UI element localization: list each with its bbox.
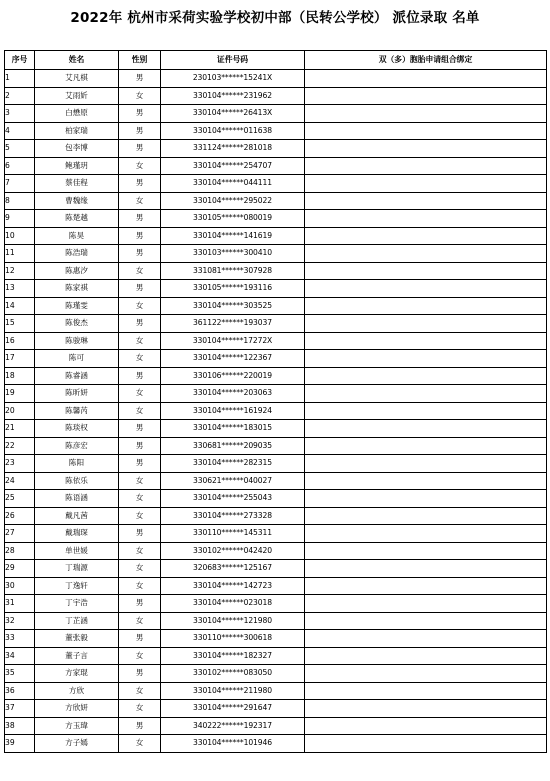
cell-serial-number: 33 (5, 630, 35, 648)
table-row (5, 140, 547, 158)
cell-serial-number: 7 (5, 175, 35, 193)
page-title: 2022年 杭州市采荷实验学校初中部（民转公学校） 派位录取 名单 (70, 10, 480, 26)
cell-serial-number: 2 (5, 87, 35, 105)
cell-twin-binding (305, 595, 547, 613)
cell-twin-binding (305, 717, 547, 735)
cell-student-name: 陈家祺 (35, 280, 119, 298)
cell-id-number: 330681******209035 (161, 437, 305, 455)
table-row (5, 735, 547, 753)
cell-id-number: 330104******142723 (161, 577, 305, 595)
table-row (5, 472, 547, 490)
header-name: 姓名 (35, 51, 119, 70)
cell-twin-binding (305, 560, 547, 578)
cell-student-name: 鲍瑾玥 (35, 157, 119, 175)
cell-student-name: 陈阳 (35, 455, 119, 473)
cell-student-name: 陈楚越 (35, 210, 119, 228)
table-row (5, 647, 547, 665)
cell-twin-binding (305, 455, 547, 473)
cell-twin-binding (305, 630, 547, 648)
cell-id-number: 330104******282315 (161, 455, 305, 473)
cell-twin-binding (305, 612, 547, 630)
table-row (5, 630, 547, 648)
cell-twin-binding (305, 472, 547, 490)
header-serial-number: 序号 (5, 51, 35, 70)
cell-serial-number: 20 (5, 402, 35, 420)
table-row (5, 367, 547, 385)
cell-student-name: 方玉瑋 (35, 717, 119, 735)
cell-student-name: 丁宇浩 (35, 595, 119, 613)
cell-gender: 男 (119, 140, 161, 158)
table-row (5, 245, 547, 263)
table-row (5, 122, 547, 140)
cell-serial-number: 32 (5, 612, 35, 630)
table-row (5, 507, 547, 525)
cell-serial-number: 24 (5, 472, 35, 490)
cell-student-name: 方家琨 (35, 665, 119, 683)
cell-gender: 女 (119, 490, 161, 508)
cell-student-name: 方欣妍 (35, 700, 119, 718)
cell-serial-number: 14 (5, 297, 35, 315)
cell-id-number: 340222******192317 (161, 717, 305, 735)
cell-student-name: 包李博 (35, 140, 119, 158)
cell-gender: 女 (119, 682, 161, 700)
cell-serial-number: 30 (5, 577, 35, 595)
cell-twin-binding (305, 245, 547, 263)
cell-id-number: 330105******193116 (161, 280, 305, 298)
cell-student-name: 白懋原 (35, 105, 119, 123)
table-row (5, 455, 547, 473)
table-row (5, 700, 547, 718)
cell-id-number: 330104******295022 (161, 192, 305, 210)
cell-gender: 男 (119, 70, 161, 88)
table-header-row (5, 51, 547, 70)
table-row (5, 350, 547, 368)
cell-id-number: 330104******231962 (161, 87, 305, 105)
cell-id-number: 330104******101946 (161, 735, 305, 753)
cell-id-number: 330104******17272X (161, 332, 305, 350)
cell-gender: 女 (119, 735, 161, 753)
table-row (5, 717, 547, 735)
cell-id-number: 330103******300410 (161, 245, 305, 263)
cell-serial-number: 39 (5, 735, 35, 753)
cell-student-name: 陈昕妍 (35, 385, 119, 403)
cell-twin-binding (305, 297, 547, 315)
table-row (5, 560, 547, 578)
cell-id-number: 330104******122367 (161, 350, 305, 368)
cell-gender: 男 (119, 630, 161, 648)
cell-student-name: 陈依乐 (35, 472, 119, 490)
cell-id-number: 230103******15241X (161, 70, 305, 88)
table-row (5, 157, 547, 175)
cell-gender: 女 (119, 647, 161, 665)
cell-twin-binding (305, 332, 547, 350)
table-row (5, 280, 547, 298)
cell-student-name: 曹魏缘 (35, 192, 119, 210)
cell-serial-number: 21 (5, 420, 35, 438)
cell-twin-binding (305, 665, 547, 683)
cell-id-number: 330104******254707 (161, 157, 305, 175)
cell-id-number: 330621******040027 (161, 472, 305, 490)
cell-twin-binding (305, 542, 547, 560)
table-row (5, 682, 547, 700)
cell-twin-binding (305, 735, 547, 753)
cell-serial-number: 12 (5, 262, 35, 280)
cell-gender: 男 (119, 455, 161, 473)
cell-gender: 女 (119, 157, 161, 175)
cell-gender: 男 (119, 717, 161, 735)
cell-gender: 女 (119, 560, 161, 578)
header-id-number: 证件号码 (161, 51, 305, 70)
table-row (5, 105, 547, 123)
cell-student-name: 陈瑾雯 (35, 297, 119, 315)
cell-student-name: 董张毅 (35, 630, 119, 648)
cell-twin-binding (305, 682, 547, 700)
cell-id-number: 330104******255043 (161, 490, 305, 508)
cell-id-number: 330104******023018 (161, 595, 305, 613)
table-row (5, 87, 547, 105)
cell-id-number: 330104******044111 (161, 175, 305, 193)
cell-student-name: 蔡佳程 (35, 175, 119, 193)
cell-student-name: 柏家瑞 (35, 122, 119, 140)
cell-twin-binding (305, 70, 547, 88)
cell-student-name: 丁芷涵 (35, 612, 119, 630)
table-row (5, 175, 547, 193)
cell-id-number: 331124******281018 (161, 140, 305, 158)
table-row (5, 262, 547, 280)
cell-gender: 女 (119, 542, 161, 560)
cell-serial-number: 1 (5, 70, 35, 88)
cell-gender: 女 (119, 87, 161, 105)
cell-id-number: 330104******291647 (161, 700, 305, 718)
cell-gender: 女 (119, 472, 161, 490)
cell-gender: 男 (119, 665, 161, 683)
header-gender: 性别 (119, 51, 161, 70)
cell-twin-binding (305, 437, 547, 455)
cell-id-number: 320683******125167 (161, 560, 305, 578)
cell-id-number: 330104******161924 (161, 402, 305, 420)
cell-gender: 男 (119, 437, 161, 455)
table-row (5, 385, 547, 403)
cell-twin-binding (305, 402, 547, 420)
cell-serial-number: 11 (5, 245, 35, 263)
cell-twin-binding (305, 280, 547, 298)
cell-twin-binding (305, 490, 547, 508)
table-row (5, 542, 547, 560)
cell-twin-binding (305, 525, 547, 543)
cell-student-name: 方子嫣 (35, 735, 119, 753)
cell-serial-number: 38 (5, 717, 35, 735)
cell-student-name: 艾凡棋 (35, 70, 119, 88)
cell-gender: 女 (119, 262, 161, 280)
cell-serial-number: 27 (5, 525, 35, 543)
table-row (5, 577, 547, 595)
cell-serial-number: 4 (5, 122, 35, 140)
cell-serial-number: 15 (5, 315, 35, 333)
cell-twin-binding (305, 122, 547, 140)
cell-gender: 男 (119, 315, 161, 333)
cell-gender: 男 (119, 210, 161, 228)
cell-twin-binding (305, 350, 547, 368)
cell-twin-binding (305, 210, 547, 228)
cell-gender: 女 (119, 612, 161, 630)
table-row (5, 595, 547, 613)
cell-gender: 男 (119, 245, 161, 263)
cell-gender: 女 (119, 350, 161, 368)
cell-id-number: 330104******121980 (161, 612, 305, 630)
cell-id-number: 330102******083050 (161, 665, 305, 683)
cell-twin-binding (305, 367, 547, 385)
cell-gender: 女 (119, 577, 161, 595)
cell-student-name: 陈昊 (35, 227, 119, 245)
cell-student-name: 艾雨妡 (35, 87, 119, 105)
cell-student-name: 陈俊杰 (35, 315, 119, 333)
cell-gender: 男 (119, 280, 161, 298)
cell-serial-number: 35 (5, 665, 35, 683)
table-row (5, 297, 547, 315)
cell-serial-number: 19 (5, 385, 35, 403)
cell-twin-binding (305, 507, 547, 525)
cell-id-number: 330104******141619 (161, 227, 305, 245)
cell-gender: 女 (119, 192, 161, 210)
table-body (5, 70, 547, 753)
cell-id-number: 330104******203063 (161, 385, 305, 403)
cell-id-number: 330105******080019 (161, 210, 305, 228)
table-row (5, 315, 547, 333)
cell-id-number: 330104******211980 (161, 682, 305, 700)
cell-student-name: 戴凡茜 (35, 507, 119, 525)
cell-serial-number: 22 (5, 437, 35, 455)
cell-gender: 女 (119, 332, 161, 350)
cell-gender: 女 (119, 297, 161, 315)
cell-serial-number: 25 (5, 490, 35, 508)
cell-student-name: 戴瑞琛 (35, 525, 119, 543)
cell-gender: 女 (119, 507, 161, 525)
cell-twin-binding (305, 157, 547, 175)
table-row (5, 490, 547, 508)
cell-serial-number: 28 (5, 542, 35, 560)
cell-student-name: 单世媛 (35, 542, 119, 560)
cell-serial-number: 9 (5, 210, 35, 228)
cell-twin-binding (305, 175, 547, 193)
cell-student-name: 陈浩瑞 (35, 245, 119, 263)
cell-gender: 男 (119, 420, 161, 438)
cell-serial-number: 34 (5, 647, 35, 665)
cell-id-number: 331081******307928 (161, 262, 305, 280)
cell-gender: 男 (119, 227, 161, 245)
cell-twin-binding (305, 385, 547, 403)
cell-gender: 女 (119, 700, 161, 718)
cell-student-name: 陈馨芮 (35, 402, 119, 420)
cell-student-name: 丁逸轩 (35, 577, 119, 595)
table-row (5, 192, 547, 210)
cell-serial-number: 8 (5, 192, 35, 210)
table-row (5, 70, 547, 88)
table-row (5, 437, 547, 455)
cell-serial-number: 17 (5, 350, 35, 368)
cell-twin-binding (305, 647, 547, 665)
cell-serial-number: 5 (5, 140, 35, 158)
cell-serial-number: 37 (5, 700, 35, 718)
cell-id-number: 330102******042420 (161, 542, 305, 560)
cell-id-number: 330106******220019 (161, 367, 305, 385)
cell-gender: 女 (119, 385, 161, 403)
table-row (5, 612, 547, 630)
cell-student-name: 陈语涵 (35, 490, 119, 508)
admission-roster-table (4, 50, 547, 753)
cell-gender: 男 (119, 525, 161, 543)
table-row (5, 402, 547, 420)
cell-student-name: 董子言 (35, 647, 119, 665)
cell-serial-number: 6 (5, 157, 35, 175)
cell-id-number: 330104******011638 (161, 122, 305, 140)
cell-student-name: 陈琰权 (35, 420, 119, 438)
cell-id-number: 330104******273328 (161, 507, 305, 525)
table-row (5, 332, 547, 350)
cell-twin-binding (305, 420, 547, 438)
cell-id-number: 330110******300618 (161, 630, 305, 648)
cell-twin-binding (305, 105, 547, 123)
table-row (5, 525, 547, 543)
cell-serial-number: 29 (5, 560, 35, 578)
cell-twin-binding (305, 577, 547, 595)
cell-gender: 男 (119, 105, 161, 123)
cell-id-number: 330104******26413X (161, 105, 305, 123)
header-twin-binding: 双（多）胞胎申请组合绑定 (305, 51, 547, 70)
cell-student-name: 陈可 (35, 350, 119, 368)
cell-twin-binding (305, 262, 547, 280)
cell-student-name: 陈彦宏 (35, 437, 119, 455)
cell-gender: 男 (119, 122, 161, 140)
cell-id-number: 330104******303525 (161, 297, 305, 315)
cell-serial-number: 31 (5, 595, 35, 613)
cell-student-name: 陈惠汐 (35, 262, 119, 280)
cell-twin-binding (305, 227, 547, 245)
cell-student-name: 方欣 (35, 682, 119, 700)
table-row (5, 665, 547, 683)
cell-serial-number: 13 (5, 280, 35, 298)
table-row (5, 420, 547, 438)
cell-twin-binding (305, 192, 547, 210)
cell-serial-number: 18 (5, 367, 35, 385)
cell-gender: 男 (119, 175, 161, 193)
cell-student-name: 陈睿涵 (35, 367, 119, 385)
cell-twin-binding (305, 87, 547, 105)
cell-gender: 男 (119, 595, 161, 613)
cell-twin-binding (305, 140, 547, 158)
cell-serial-number: 3 (5, 105, 35, 123)
cell-serial-number: 36 (5, 682, 35, 700)
cell-student-name: 陈骏琳 (35, 332, 119, 350)
cell-serial-number: 16 (5, 332, 35, 350)
cell-twin-binding (305, 315, 547, 333)
cell-id-number: 330104******183015 (161, 420, 305, 438)
cell-serial-number: 26 (5, 507, 35, 525)
cell-gender: 女 (119, 402, 161, 420)
cell-student-name: 丁瑞源 (35, 560, 119, 578)
cell-gender: 男 (119, 367, 161, 385)
cell-id-number: 361122******193037 (161, 315, 305, 333)
cell-id-number: 330110******145311 (161, 525, 305, 543)
cell-id-number: 330104******182327 (161, 647, 305, 665)
cell-serial-number: 10 (5, 227, 35, 245)
table-row (5, 227, 547, 245)
cell-serial-number: 23 (5, 455, 35, 473)
cell-twin-binding (305, 700, 547, 718)
table-row (5, 210, 547, 228)
